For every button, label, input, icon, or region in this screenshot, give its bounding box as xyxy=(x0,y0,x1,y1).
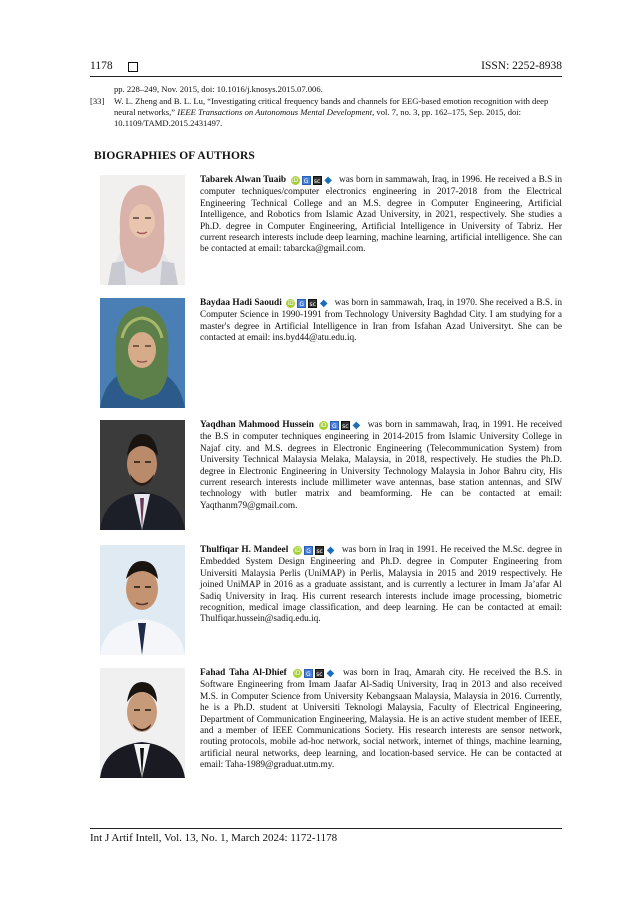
google-scholar-icon[interactable]: G xyxy=(302,176,311,185)
reference-text: pp. 228–249, Nov. 2015, doi: 10.1016/j.knosys.2015.07.006. xyxy=(114,84,323,94)
publons-icon[interactable]: ◆ xyxy=(326,668,335,680)
author-photo xyxy=(100,298,185,408)
author-description: was born in Iraq in 1991. He received the M.Sc. degree in Embedded System Design Engineering and Ph.D. degree in Computer Engineering from Universiti Malaysia Perlis (UniMAP) in Perlis, Malaysia in 2015 and 2019 respectively. He joined UniMAP in 2016 as a graduate assistant, and is currently a lecturer in Imam Ja’afar Al Sadiq University in Iraq. His current research interests include image processing, biometric recognition, medical image classification, and deep learning. He can be contacted at email: Thulfiqar.hussein@sadiq.edu.iq. xyxy=(200,545,563,625)
scopus-icon[interactable]: sc xyxy=(342,423,349,431)
scopus-icon[interactable]: sc xyxy=(313,178,321,186)
author-name: Yaqdhan Mahmood Hussein xyxy=(200,420,314,430)
reference-number: [33] xyxy=(90,96,105,106)
reference-text-end: , vol. 7, no. 3, pp. 162–175, Sep. 2015, doi: 10.1109/TAMD.2015.2431497. xyxy=(114,107,522,128)
author-bio-text xyxy=(200,298,562,345)
profile-icons xyxy=(293,546,337,557)
reference-text: W. L. Zheng and B. L. Lu, “Investigating critical frequency bands and channels for EEG-based emotion recognition with deep neural networks,” xyxy=(114,96,549,117)
author-bio-text xyxy=(200,420,562,512)
author-bio-text xyxy=(200,545,562,626)
author-name: Fahad Taha Al-Dhief xyxy=(200,668,287,678)
author-name: Baydaa Hadi Saoudi xyxy=(200,298,282,308)
publons-icon[interactable]: ◆ xyxy=(326,545,335,557)
publons-icon[interactable]: ◆ xyxy=(319,298,328,310)
references-list xyxy=(90,84,562,129)
square-icon xyxy=(128,62,138,72)
author-photo-image xyxy=(100,298,185,408)
orcid-icon[interactable]: iD xyxy=(291,177,299,185)
author-photo-image xyxy=(100,175,185,285)
google-scholar-icon[interactable]: G xyxy=(304,546,313,555)
author-photo xyxy=(100,545,185,655)
orcid-icon[interactable]: iD xyxy=(287,300,294,308)
issn-label: ISSN: 2252-8938 xyxy=(481,60,562,72)
orcid-icon[interactable]: iD xyxy=(320,422,327,430)
orcid-icon[interactable]: iD xyxy=(294,670,301,678)
page-footer: Int J Artif Intell, Vol. 13, No. 1, March 2024: 1172-1178 xyxy=(90,832,338,844)
author-photo-image xyxy=(100,420,185,530)
profile-icons xyxy=(319,421,363,432)
header-divider xyxy=(90,76,562,77)
reference-item xyxy=(90,84,562,95)
scopus-icon[interactable]: sc xyxy=(316,671,323,679)
scopus-icon[interactable]: sc xyxy=(316,548,323,556)
profile-icons xyxy=(293,669,337,680)
profile-icons xyxy=(286,299,330,310)
author-description: was born in sammawah, Iraq, in 1991. He received the B.S in computer techniques engineering in 2014-2015 from Islamic University College in Najaf city. and M.S. degrees in Electronic Engineering (Telecommunication System) from University Technical Malaysia Melaka, Malaysia, in 2018, respectively. He studies the Ph.D. degree in Electronic Engineering in University Technology Malaysia in Johor Bahru city, His current research interests include millimeter wave antennas, base station antennas, and SIW technology with butler matrix and beamforming. He can be contacted at email: Yaqthanm79@gmail.com. xyxy=(200,420,563,511)
author-photo-image xyxy=(100,668,185,778)
author-photo xyxy=(100,175,185,285)
author-photo xyxy=(100,420,185,530)
author-photo-image xyxy=(100,545,185,655)
author-description: was born in sammawah, Iraq, in 1970. She received a B.S. in Computer Science in 1990-1991 from Technology University Baghdad City. I am studying for a master's degree in Artificial Intelligence in Iran from Isfahan Azad Universityt. She can be contacted at email: ins.byd44@atu.edu.iq. xyxy=(200,298,563,344)
author-photo xyxy=(100,668,185,778)
profile-icons xyxy=(291,176,335,187)
google-scholar-icon[interactable]: G xyxy=(297,299,306,308)
scopus-icon[interactable]: sc xyxy=(309,301,316,309)
author-name: Thulfiqar H. Mandeel xyxy=(200,545,289,555)
reference-item xyxy=(90,96,562,129)
author-name: Tabarek Alwan Tuaib xyxy=(200,175,287,185)
author-bio-text xyxy=(200,175,562,256)
author-bio-text xyxy=(200,668,562,772)
reference-journal: IEEE Transactions on Autonomous Mental Development xyxy=(177,107,373,117)
footer-divider xyxy=(90,828,562,829)
google-scholar-icon[interactable]: G xyxy=(330,421,339,430)
author-description: was born in Iraq, Amarah city. He received the B.S. in Software Engineering from Imam Jaafar Al-Sadiq University, Iraq in 2013 and also received M.S. in Computer Science from University Kebangsaan Malaysia, Malaysia in 2016. Currently, he is a Ph.D. student at Universiti Teknologi Malaysia, Faculty of Electrical Engineering, Department of Communication Engineering, Malaysia. He is an active student member of IEEE, and a member of IEEE Communications Society. His research interests are sensor network, routing protocols, mobile ad-hoc network, social network, internet of things, machine learning, artificial neural networks, deep learning, and location-based service. He can be contacted at email: Taha-1989@graduat.utm.my. xyxy=(200,668,562,771)
page-number: 1178 xyxy=(90,60,113,72)
publons-icon[interactable]: ◆ xyxy=(352,420,361,432)
orcid-icon[interactable]: iD xyxy=(294,547,301,555)
section-title: BIOGRAPHIES OF AUTHORS xyxy=(94,150,255,162)
publons-icon[interactable]: ◆ xyxy=(324,175,332,187)
author-description: was born in sammawah, Iraq, in 1996. He received a B.S in computer techniques/computer electronics engineering in 2017-2018 from the Electrical Engineering Technical College and an M.S. degree in Computer Engineering, Artificial Intelligence, and Robotics from Islamic Azad University, in 2021, respectively. She studies a Ph.D. degree in Computer Engineering, Artificial Intelligence in University of Tabriz. Her current research interests include deep learning, machine learning, artificial intelligence. She can be contacted at email: tabarcka@gmail.com. xyxy=(200,175,562,255)
google-scholar-icon[interactable]: G xyxy=(304,669,313,678)
